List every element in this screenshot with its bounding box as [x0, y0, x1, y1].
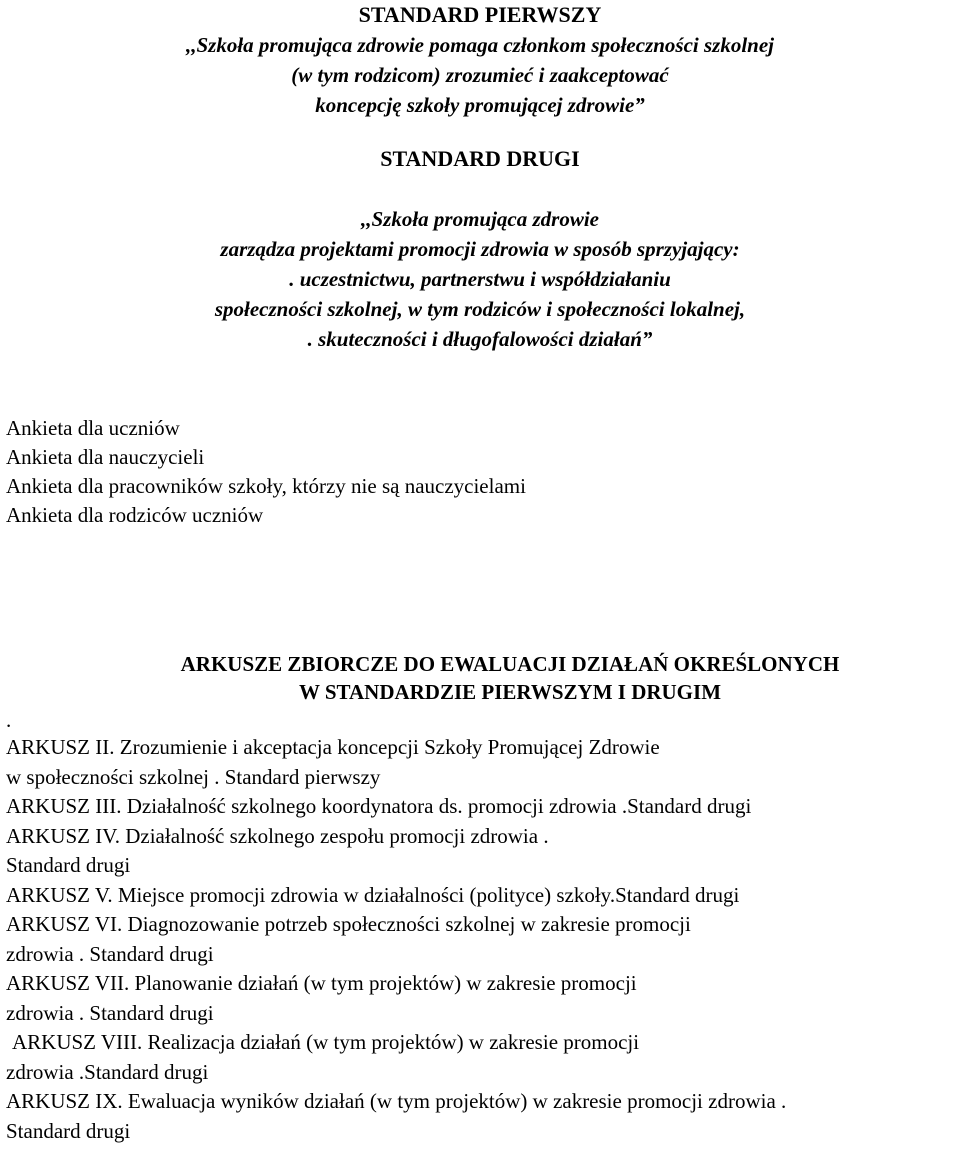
sheet-item-title: ARKUSZ VIII. Realizacja działań (w tym projektów) w zakresie promocji: [12, 1030, 640, 1054]
standard-two-motto-line: . skuteczności i długofalowości działań”: [307, 327, 653, 351]
survey-list: [6, 414, 946, 530]
separator-dot: .: [6, 708, 12, 732]
sheet-item-title: ARKUSZ VI. Diagnozowanie potrzeb społeczności szkolnej w zakresie promocji: [6, 912, 691, 936]
standard-two-motto-line: społeczności szkolnej, w tym rodziców i społeczności lokalnej,: [214, 297, 746, 321]
survey-item: Ankieta dla pracowników szkoły, którzy nie są nauczycielami: [6, 474, 526, 498]
standard-one-motto-line: ,,Szkoła promująca zdrowie pomaga członkom społeczności szkolnej: [185, 33, 775, 57]
sheet-item: [6, 822, 954, 881]
standard-two-motto-line: zarządza projektami promocji zdrowia w sposób sprzyjający:: [220, 237, 740, 261]
standard-two-section: [0, 144, 960, 354]
arkusze-heading-line: ARKUSZE ZBIORCZE DO EWALUACJI DZIAŁAŃ OKREŚLONYCH: [180, 652, 840, 676]
standard-one-motto-line: (w tym rodzicom) zrozumieć i zaakceptować: [291, 63, 669, 87]
sheet-item-continuation: w społeczności szkolnej . Standard pierwszy: [6, 764, 381, 789]
sheet-item-continuation: Standard drugi: [6, 853, 131, 877]
survey-item: Ankieta dla nauczycieli: [6, 445, 205, 469]
sheet-item: [6, 1028, 954, 1087]
sheet-item: [6, 733, 954, 792]
sheet-item-continuation: zdrowia . Standard drugi: [6, 1000, 214, 1025]
sheet-item-continuation: Standard drugi: [6, 1118, 131, 1143]
sheet-item-title: ARKUSZ V. Miejsce promocji zdrowia w działalności (polityce) szkoły.Standard drugi: [6, 882, 740, 907]
standard-two-motto-line: ,,Szkoła promująca zdrowie: [360, 207, 600, 231]
arkusze-heading-line: W STANDARDZIE PIERWSZYM I DRUGIM: [298, 680, 722, 704]
sheet-item: [6, 969, 954, 1028]
sheet-list: [6, 733, 954, 1146]
sheet-item: [6, 1087, 954, 1146]
arkusze-heading: [100, 650, 920, 706]
survey-item: Ankieta dla rodziców uczniów: [6, 503, 264, 527]
sheet-item: [6, 910, 954, 969]
standard-one-section: [0, 0, 960, 120]
sheet-item-title: ARKUSZ II. Zrozumienie i akceptacja koncepcji Szkoły Promującej Zdrowie: [6, 735, 660, 759]
sheet-item-continuation: zdrowia . Standard drugi: [6, 941, 214, 966]
standard-two-motto-line: . uczestnictwu, partnerstwu i współdziałaniu: [289, 267, 671, 291]
sheet-item-title: ARKUSZ VII. Planowanie działań (w tym projektów) w zakresie promocji: [6, 971, 637, 995]
sheet-item-title: ARKUSZ IX. Ewaluacja wyników działań (w tym projektów) w zakresie promocji zdrowia .: [6, 1089, 787, 1113]
sheet-item-continuation: zdrowia .Standard drugi: [6, 1059, 209, 1084]
standard-two-title: STANDARD DRUGI: [380, 146, 580, 171]
standard-one-motto-line: koncepcję szkoły promującej zdrowie”: [315, 93, 645, 117]
sheet-item: [6, 881, 954, 911]
sheet-item-title: ARKUSZ IV. Działalność szkolnego zespołu promocji zdrowia .: [6, 823, 549, 848]
sheet-item-title: ARKUSZ III. Działalność szkolnego koordynatora ds. promocji zdrowia .Standard drugi: [6, 794, 752, 818]
standard-one-title: STANDARD PIERWSZY: [358, 2, 602, 27]
survey-item: Ankieta dla uczniów: [6, 416, 180, 440]
sheet-item: [6, 792, 954, 822]
